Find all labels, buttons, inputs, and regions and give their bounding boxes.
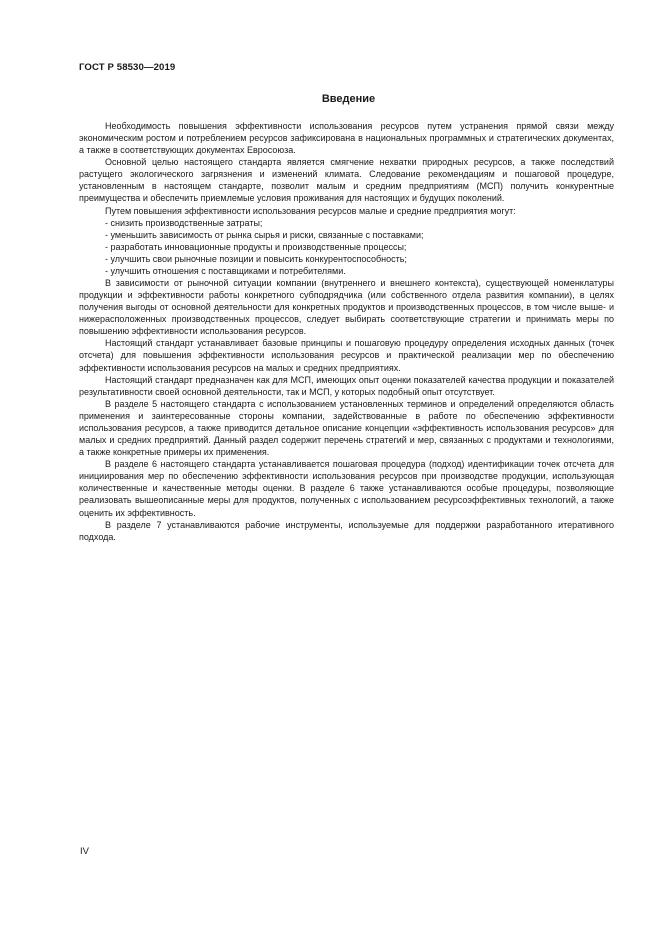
list-item: - улучшить свои рыночные позиции и повысить конкурентоспособность; — [105, 253, 407, 264]
paragraph: В зависимости от рыночной ситуации компании (внутреннего и внешнего контекста), существующей номенклатуры продукции и эффективности работы конкретного субподрядчика (или собственного отдела развития компании), в целях получения выгоды от основной деятельности для конкретных продуктов и производственных процессов, в том числе выше- и нижерасположенных производственных процессов, следует выбирать соответствующие стратегии и принимать меры по повышению эффективности использования ресурсов. — [79, 278, 614, 337]
section-title-text: Введение — [321, 93, 376, 105]
document-body — [79, 120, 614, 543]
paragraph: В разделе 7 устанавливаются рабочие инструменты, используемые для поддержки разработанного итеративного подхода. — [79, 519, 614, 542]
paragraph: Настоящий стандарт предназначен как для МСП, имеющих опыт оценки показателей качества продукции и показателей результативности своей основной деятельности, так и МСП, у которых подобный опыт отсутствует. — [79, 374, 614, 397]
section-title — [0, 93, 661, 105]
page-number: IV — [80, 846, 89, 857]
document-header: ГОСТ Р 58530—2019 — [79, 62, 176, 73]
list-item: - разработать инновационные продукты и производственные процессы; — [105, 241, 407, 252]
paragraph: В разделе 5 настоящего стандарта с использованием установленных терминов и определений определяются область применения и заинтересованные стороны компании, задействованные в работе по обеспечению эффективности использования ресурсов, а также приводится детальное описание концепции «эффективность использования ресурсов» для малых и средних предприятий. Данный раздел содержит перечень стратегий и мер, связанных с продуктами и технологиями, а также конкретные примеры их применения. — [79, 398, 614, 458]
paragraph: Необходимость повышения эффективности использования ресурсов путем устранения прямой связи между экономическим ростом и потреблением ресурсов зафиксирована в национальных программных и стратегических документах, а также в соответствующих документах Евросоюза. — [79, 121, 614, 156]
list-item: - уменьшить зависимость от рынка сырья и риски, связанные с поставками; — [105, 229, 424, 240]
paragraph: Основной целью настоящего стандарта является смягчение нехватки природных ресурсов, а также последствий растущего экологического загрязнения и изменений климата. Следование рекомендациям и пошаговой процедуре, установленным в настоящем стандарте, позволит малым и средним предприятиям (МСП) получить конкурентные преимущества и обеспечить приемлемые условия проживания для настоящих и будущих поколений. — [79, 157, 614, 204]
list-item: - улучшить отношения с поставщиками и потребителями. — [105, 265, 346, 276]
list-item: - снизить производственные затраты; — [105, 217, 263, 228]
paragraph: Настоящий стандарт устанавливает базовые принципы и пошаговую процедуру определения исходных данных (точек отсчета) для повышения эффективности использования ресурсов и практической реализации мер по обеспечению эффективности использования ресурсов на малых и средних предприятиях. — [79, 338, 614, 373]
paragraph: В разделе 6 настоящего стандарта устанавливается пошаговая процедура (подход) идентификации точек отсчета для инициирования мер по обеспечению эффективности использования ресурсов при производстве продукции, использующая количественные и качественные методы оценки. В разделе 6 также устанавливаются особые процедуры, позволяющие реализовать вышеописанные меры для продуктов, полученных с использованием ресурсоэффективных технологий, а также оценить их эффективность. — [79, 459, 614, 518]
paragraph: Путем повышения эффективности использования ресурсов малые и средние предприятия могут: — [105, 205, 516, 216]
